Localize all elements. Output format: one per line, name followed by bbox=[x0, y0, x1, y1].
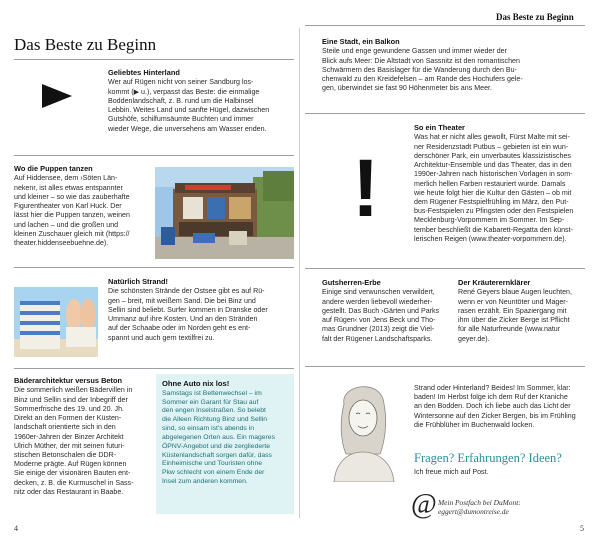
call-to-action-sub: Ich freue mich auf Post. bbox=[414, 468, 489, 476]
section-heading: Geliebtes Hinterland bbox=[108, 68, 180, 77]
section-heading: Bäderarchitektur versus Beton bbox=[14, 376, 123, 385]
divider bbox=[305, 25, 585, 26]
section-text: Was hat er nicht alles gewollt, Fürst Malte mit sei- ner Residenzstadt Putbus – gebieten ist ein wun- derschöner Park, ein unverbautes klassizistisches Architektur-Ensemble und das Theater, das in den 1990er-Jahren nach historischen Vorlagen in som- merlich hellen Farben restauriert wurde. Damals wie heute folgt hier die Kultur den Gästen – ob mit dem Rügener Festspielfrühling im März, den Put- bus-Festspielen zu Pfingsten oder den Festspielen Mecklenburg-Vorpommern im Sommer. Im Sep- tember beschließt die Kabarett-Regatta den künst- lerischen Reigen (www.theater-vorpommern.de). bbox=[414, 133, 574, 243]
play-arrow-icon bbox=[42, 84, 72, 108]
section-heading: Natürlich Strand! bbox=[108, 277, 168, 286]
page-number-right: 5 bbox=[580, 524, 584, 533]
exclamation-icon: ! bbox=[352, 143, 380, 234]
section-stadt-balkon bbox=[322, 37, 584, 94]
divider bbox=[305, 113, 585, 114]
section-text: Einige sind verwunschen verwildert, andere werden liebevoll wiederher- gestellt. Das Buch ›Gärten und Parks auf Rügen‹ von Jens Beck und Tho- mas Grundner (2013) zeigt die Viel- falt der Rügener Landschaftsparks. bbox=[322, 288, 440, 343]
theater-photo bbox=[155, 167, 294, 259]
section-baederarchitektur bbox=[14, 376, 149, 497]
section-kraeuter bbox=[458, 278, 585, 344]
section-heading: Der Kräuterernklärer bbox=[458, 278, 531, 287]
section-text: Steile und enge gewundene Gassen und immer wieder der Blick aufs Meer: Die Altstadt von Sassnitz ist den romantischen Schwärmern des Basislager für die Wanderung durch den Bu- chenwald zu den Kreidefelsen – am Rande des Hochufers gele- gen, überwindet sie fast 90 Höhenmeter bis ans Meer. bbox=[322, 47, 523, 93]
section-text: Wer auf Rügen nicht von seiner Sandburg los- kommt (▶ u.), verpasst das Beste: die einmalige Boddenlandschaft, z. B. rund um die Halbinsel Lebbin. Weites Land und sanfte Hügel, dazwischen Gutshöfe, schilfumsäumte Buchten und immer wieder Wege, die unversehens am Wasser enden. bbox=[108, 78, 270, 133]
section-heading: Eine Stadt, ein Balkon bbox=[322, 37, 400, 46]
divider bbox=[14, 59, 294, 60]
section-text: René Geyers blaue Augen leuchten, wenn er von Neuntöter und Mager- rasen erzählt. Ein Spaziergang mit ihm über die Zicker Berge ist Pflicht für alle Naturfreunde (www.natur geyer.de). bbox=[458, 288, 572, 343]
page-number-left: 4 bbox=[14, 524, 18, 533]
postbox-label: Mein Postfach bei DuMont: eggert@dumontreise.de bbox=[438, 498, 521, 517]
call-to-action: Fragen? Erfahrungen? Ideen? bbox=[414, 451, 562, 465]
tip-heading: Ohne Auto nix los! bbox=[162, 379, 230, 388]
section-theater bbox=[414, 123, 585, 244]
at-icon: @ bbox=[411, 489, 437, 520]
section-heading: Wo die Puppen tanzen bbox=[14, 164, 93, 173]
divider bbox=[14, 368, 294, 369]
running-header: Das Beste zu Beginn bbox=[496, 12, 574, 22]
divider bbox=[14, 155, 294, 156]
section-text: Die sommerlich weißen Bädervillen in Binz und Sellin sind der Inbegriff der Sommerfrische des 19. und 20. Jh. Direkt an den Formen der Küsten- landschaft orientierte sich in den 1960er-Jahren der Binzer Architekt Ulrich Müther, der mit seinen futuri- stischen Betonschalen die DDR- Moderne prägte. Auf Rügen können Sie einige der visionären Bauten ent- decken, z. B. die Kurmuschel in Sass- nitz oder das Restaurant in Baabe. bbox=[14, 386, 134, 496]
section-heading: So ein Theater bbox=[414, 123, 465, 132]
section-heading: Gutsherren-Erbe bbox=[322, 278, 381, 287]
section-hinterland bbox=[108, 68, 294, 134]
beach-chair-photo bbox=[14, 287, 98, 357]
section-text: Die schönsten Strände der Ostsee gibt es auf Rü- gen – breit, mit weißem Sand. Die bei Binz und Sellin sind beliebt. Surfer kommen in Dranske oder Ummanz auf ihre Kosten. Und an den Stränden auf der Schaabe oder im Norden geht es ent- spannt und auch gern textilfrei zu. bbox=[108, 287, 268, 342]
section-puppen bbox=[14, 164, 150, 248]
author-note bbox=[414, 384, 585, 430]
tip-text: Samstags ist Bettenwechsel – im Sommer ein Garant für Stau auf den engen Inselstraßen. So belebt die Alleen Richtung Binz und Sellin sind, so einsam ist's abends in abgelegenen Orten aus. Ein mageres ÖPNV-Angebot und die zergliederte Küstenlandschaft sorgen dafür, dass Einheimische und Touristen ohne Pkw schlecht von einem Ende der Insel zum anderen kommen. bbox=[162, 389, 275, 485]
section-strand bbox=[108, 277, 294, 343]
section-gutsherren bbox=[322, 278, 452, 344]
author-portrait bbox=[322, 374, 402, 482]
author-text: Strand oder Hinterland? Beides! Im Sommer, klar: baden! Im Herbst folge ich dem Ruf der Kraniche an den Bodden. Doch ich liebe auch das Licht der Wintersonne auf den Zicker Bergen, bis im Frühling die Frühblüher im Buchenwald locken. bbox=[414, 384, 576, 429]
section-text: Auf Hiddensee, dem ›Söten Län- nekenr, ist alles etwas entspannter und kleiner – so wie das zauberhafte Figurentheater von Karl Huck. Der lässt hier die Puppen tanzen, weinen und lachen – und die großen und kleinen Zuschauer gleich mit (https:// theater.hiddenseebuehne.de). bbox=[14, 174, 130, 247]
postbox-email[interactable]: eggert@dumontreise.de bbox=[438, 507, 509, 517]
gutter-line bbox=[299, 28, 300, 518]
page-title: Das Beste zu Beginn bbox=[14, 35, 157, 54]
divider bbox=[14, 267, 294, 268]
divider bbox=[305, 268, 585, 269]
tip-box bbox=[156, 374, 294, 514]
divider bbox=[305, 366, 585, 367]
